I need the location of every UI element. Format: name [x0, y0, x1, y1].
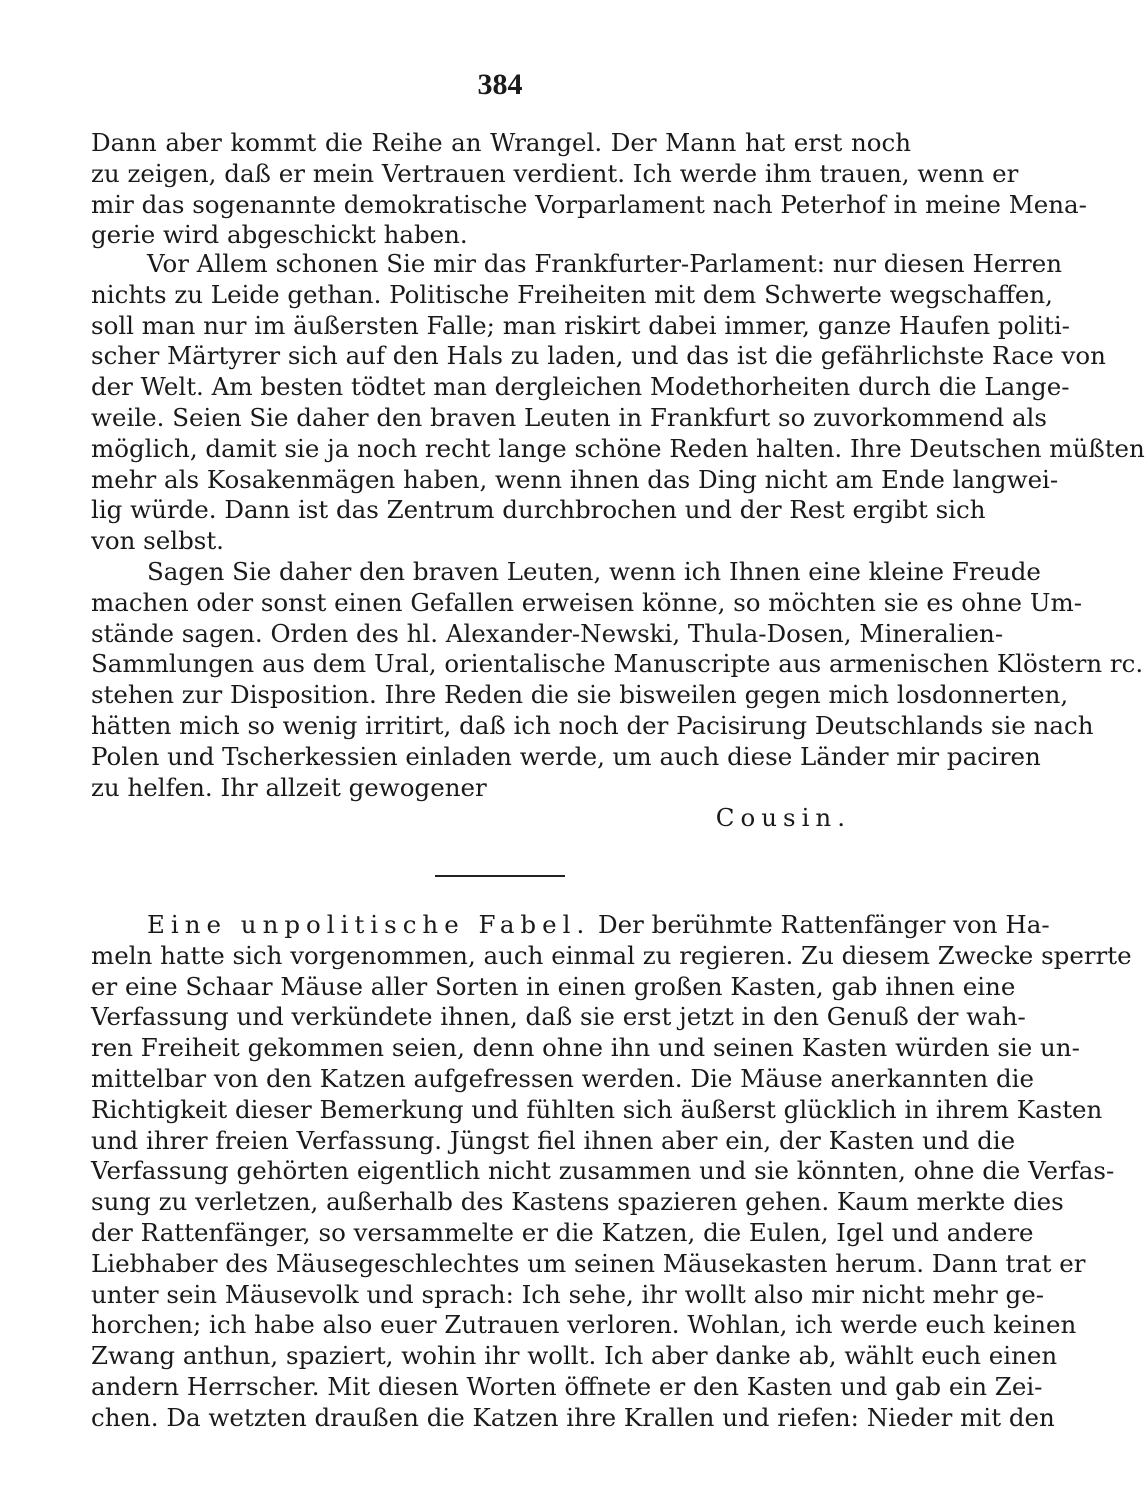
text-line: der Rattenfänger, so versammelte er die Katzen, die Eulen, Igel und andere [91, 1217, 1034, 1247]
text-line: Dann aber kommt die Reihe an Wrangel. Der Mann hat erst noch [91, 128, 911, 157]
text-line: nichts zu Leide gethan. Politische Freiheiten mit dem Schwerte wegschaffen, [91, 279, 1053, 309]
text-line: horchen; ich habe also euer Zutrauen verloren. Wohlan, ich werde euch keinen [91, 1310, 1077, 1340]
text-line: weile. Seien Sie daher den braven Leuten in Frankfurt so zuvorkommend als [91, 402, 1047, 432]
text-line: Richtigkeit dieser Bemerkung und fühlten sich äußerst glücklich in ihrem Kasten [91, 1094, 1103, 1124]
text-line: Vor Allem schonen Sie mir das Frankfurter-Parlament: nur diesen Herren [147, 249, 1063, 278]
text-line [91, 910, 1050, 941]
text-line: soll man nur im äußersten Falle; man riskirt dabei immer, ganze Haufen politi- [91, 310, 1070, 340]
text-line: zu helfen. Ihr allzeit gewogener [91, 772, 487, 802]
text-line: mir das sogenannte demokratische Vorparlament nach Peterhof in meine Mena- [91, 189, 1087, 219]
text-line: Sagen Sie daher den braven Leuten, wenn ich Ihnen eine kleine Freude [147, 556, 1041, 586]
letter-body [91, 249, 1145, 834]
text-line: Liebhaber des Mäusegeschlechtes um seinen Mäusekasten herum. Dann trat er [91, 1248, 1086, 1278]
text-line: zu zeigen, daß er mein Vertrauen verdient. Ich werde ihm trauen, wenn er [91, 158, 1019, 188]
text-line: andern Herrscher. Mit diesen Worten öffnete er den Kasten und gab ein Zei- [91, 1371, 1043, 1401]
text-line: Verfassung gehörten eigentlich nicht zusammen und sie könnten, ohne die Verfas- [91, 1156, 1115, 1186]
text-line: scher Märtyrer sich auf den Hals zu laden, und das ist die gefährlichste Race von [91, 341, 1106, 371]
fable-title: Eine unpolitische Fabel. [147, 910, 591, 939]
text-line: stehen zur Disposition. Ihre Reden die sie bisweilen gegen mich losdonnerten, [91, 680, 1069, 710]
text-line: von selbst. [91, 526, 224, 556]
text-line: mittelbar von den Katzen aufgefressen werden. Die Mäuse anerkannten die [91, 1063, 1034, 1093]
text-line: stände sagen. Orden des hl. Alexander-Newski, Thula-Dosen, Mineralien- [91, 618, 1004, 648]
letter-paragraph [91, 128, 1087, 251]
text-line: möglich, damit sie ja noch recht lange schöne Reden halten. Ihre Deutschen müßten [91, 433, 1145, 463]
text-line: sung zu verletzen, außerhalb des Kastens spazieren gehen. Kaum merkte dies [91, 1187, 1064, 1217]
text-line: mehr als Kosakenmägen haben, wenn ihnen das Ding nicht am Ende langwei- [91, 464, 1059, 494]
text-line: unter sein Mäusevolk und sprach: Ich sehe, ihr wollt also mir nicht mehr ge- [91, 1279, 1044, 1309]
text-line: er eine Schaar Mäuse aller Sorten in einen großen Kasten, gab ihnen eine [91, 971, 1016, 1001]
page-number: 384 [477, 68, 523, 101]
fable-first-line: Der berühmte Rattenfänger von Ha- [590, 910, 1050, 939]
text-line: machen oder sonst einen Gefallen erweisen könne, so möchten sie es ohne Um- [91, 587, 1083, 617]
text-line: und ihrer freien Verfassung. Jüngst fiel ihnen aber ein, der Kasten und die [91, 1125, 1016, 1155]
text-line: lig würde. Dann ist das Zentrum durchbrochen und der Rest ergibt sich [91, 495, 986, 525]
text-line: der Welt. Am besten tödtet man dergleichen Modethorheiten durch die Lange- [91, 372, 1070, 402]
text-line: Zwang anthun, spaziert, wohin ihr wollt. Ich aber danke ab, wählt euch einen [91, 1341, 1058, 1371]
text-line: Polen und Tscherkessien einladen werde, um auch diese Länder mir paciren [91, 741, 1041, 771]
signature: Cousin. [715, 803, 851, 833]
text-line: Verfassung und verkündete ihnen, daß sie erst jetzt in den Genuß der wah- [91, 1002, 1026, 1032]
fable-paragraph [91, 910, 1132, 1434]
text-line: Sammlungen aus dem Ural, orientalische Manuscripte aus armenischen Klöstern rc. [91, 649, 1144, 679]
text-line: ren Freiheit gekommen seien, denn ohne ihn und seinen Kasten würden sie un- [91, 1033, 1080, 1063]
text-line: chen. Da wetzten draußen die Katzen ihre Krallen und riefen: Nieder mit den [91, 1402, 1055, 1432]
section-divider [435, 875, 565, 877]
text-line: gerie wird abgeschickt haben. [91, 220, 468, 250]
text-line: hätten mich so wenig irritirt, daß ich noch der Pacisirung Deutschlands sie nach [91, 710, 1094, 740]
text-line: meln hatte sich vorgenommen, auch einmal zu regieren. Zu diesem Zwecke sperrte [91, 940, 1132, 970]
